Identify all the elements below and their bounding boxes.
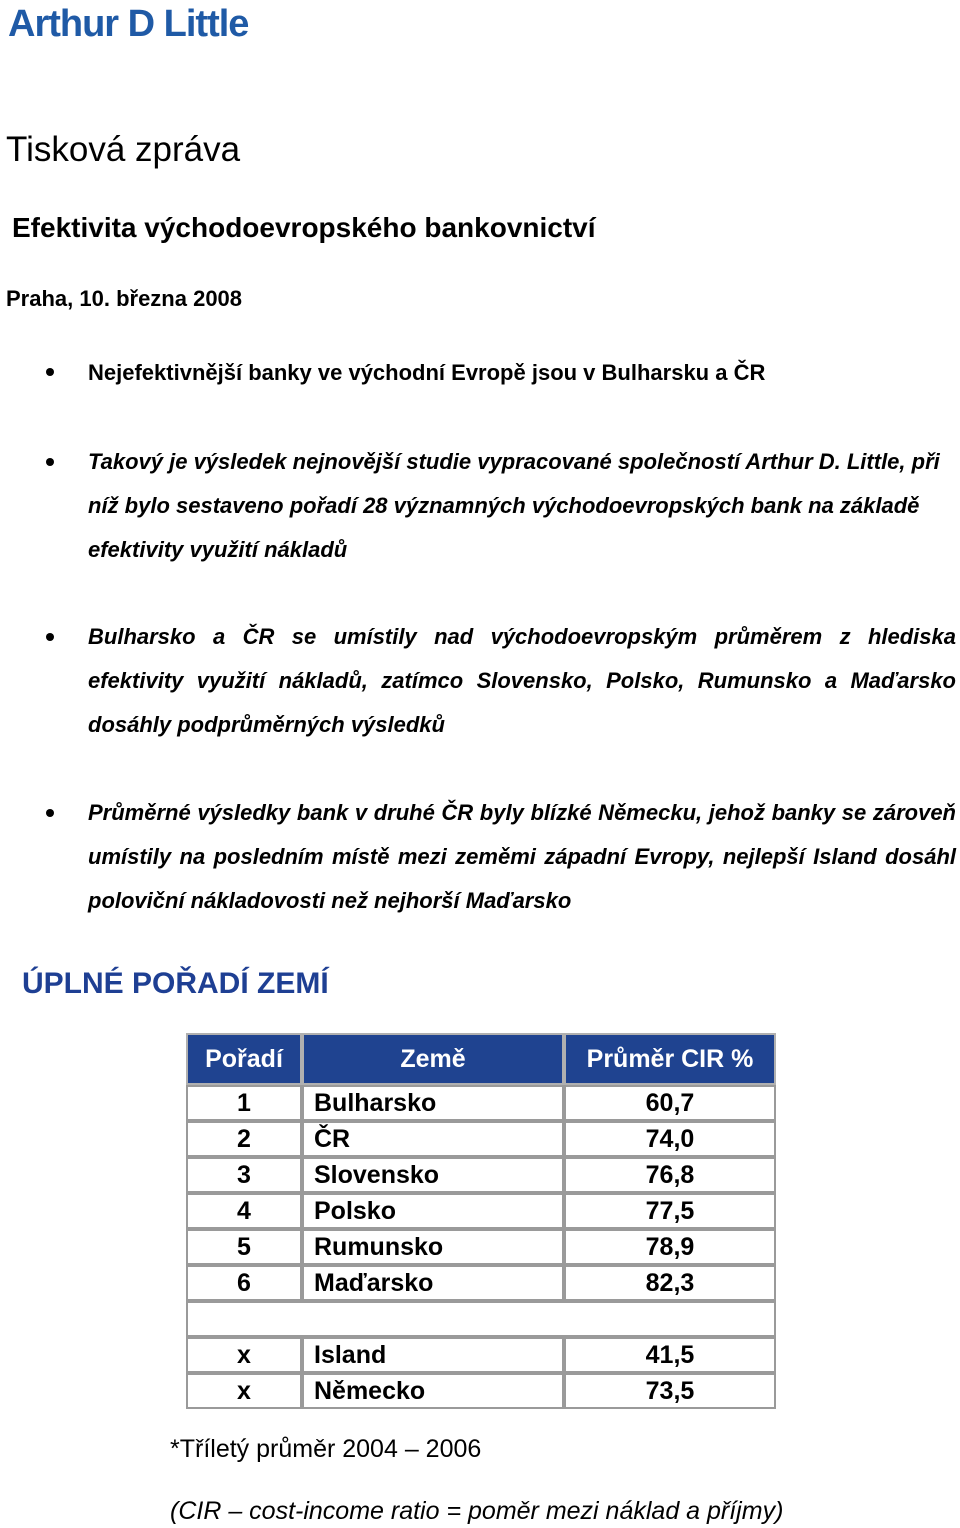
country-cell: Německo — [302, 1373, 564, 1409]
cir-cell: 76,8 — [564, 1157, 776, 1193]
table-spacer-row — [186, 1301, 776, 1337]
cir-cell: 74,0 — [564, 1121, 776, 1157]
bullet-icon — [46, 368, 54, 376]
rank-cell: 1 — [186, 1085, 302, 1121]
column-header-cir: Průměr CIR % — [564, 1033, 776, 1085]
cir-cell: 60,7 — [564, 1085, 776, 1121]
country-cell: Slovensko — [302, 1157, 564, 1193]
rank-cell: x — [186, 1373, 302, 1409]
cir-cell: 41,5 — [564, 1337, 776, 1373]
bullet-item-3: Bulharsko a ČR se umístily nad východoevropským průměrem z hlediska efektivity využití nákladů, zatímco Slovensko, Polsko, Rumunsko a Maďarsko dosáhly podprůměrných výsledků — [88, 624, 956, 737]
cir-cell: 77,5 — [564, 1193, 776, 1229]
rank-cell: 5 — [186, 1229, 302, 1265]
bullet-icon — [46, 458, 54, 466]
table-row — [186, 1157, 776, 1193]
table-row — [186, 1373, 776, 1409]
cir-cell: 78,9 — [564, 1229, 776, 1265]
footnote-average: *Tříletý průměr 2004 – 2006 — [170, 1435, 482, 1463]
rank-cell: 4 — [186, 1193, 302, 1229]
bullet-item-1: Nejefektivnější banky ve východní Evropě jsou v Bulharsku a ČR — [88, 360, 766, 385]
press-release-headline: Efektivita východoevropského bankovnictví — [12, 212, 596, 243]
bullet-item-2: Takový je výsledek nejnovější studie vypracované společností Arthur D. Little, při níž bylo sestaveno pořadí 28 významných východoevropských bank na základě efektivity využití nákladů — [88, 449, 940, 562]
table-header-row — [186, 1033, 776, 1085]
rank-cell: 6 — [186, 1265, 302, 1301]
section-title: ÚPLNÉ POŘADÍ ZEMÍ — [22, 967, 329, 1000]
country-cell: Maďarsko — [302, 1265, 564, 1301]
table-spacer-cell — [186, 1301, 776, 1337]
column-header-country: Země — [302, 1033, 564, 1085]
rank-cell: 3 — [186, 1157, 302, 1193]
cir-cell: 82,3 — [564, 1265, 776, 1301]
country-ranking-table — [186, 1033, 776, 1409]
column-header-rank: Pořadí — [186, 1033, 302, 1085]
rank-cell: 2 — [186, 1121, 302, 1157]
table-row — [186, 1121, 776, 1157]
country-cell: Polsko — [302, 1193, 564, 1229]
table-row — [186, 1265, 776, 1301]
dateline: Praha, 10. března 2008 — [6, 286, 243, 311]
country-cell: Rumunsko — [302, 1229, 564, 1265]
country-cell: ČR — [302, 1121, 564, 1157]
rank-cell: x — [186, 1337, 302, 1373]
table-row — [186, 1229, 776, 1265]
table-row — [186, 1337, 776, 1373]
table-row — [186, 1193, 776, 1229]
cir-cell: 73,5 — [564, 1373, 776, 1409]
bullet-icon — [46, 809, 54, 817]
arthur-d-little-logo: Arthur D Little — [8, 3, 249, 45]
table-row — [186, 1085, 776, 1121]
country-cell: Bulharsko — [302, 1085, 564, 1121]
bullet-icon — [46, 633, 54, 641]
footnote-cir-definition: (CIR – cost-income ratio = poměr mezi náklad a příjmy) — [170, 1497, 784, 1525]
bullet-item-4: Průměrné výsledky bank v druhé ČR byly blízké Německu, jehož banky se zároveň umístily na posledním místě mezi zeměmi západní Evropy, nejlepší Island dosáhl poloviční nákladovosti než nejhorší Maďarsko — [88, 800, 956, 913]
page-title: Tisková zpráva — [6, 130, 241, 169]
country-cell: Island — [302, 1337, 564, 1373]
